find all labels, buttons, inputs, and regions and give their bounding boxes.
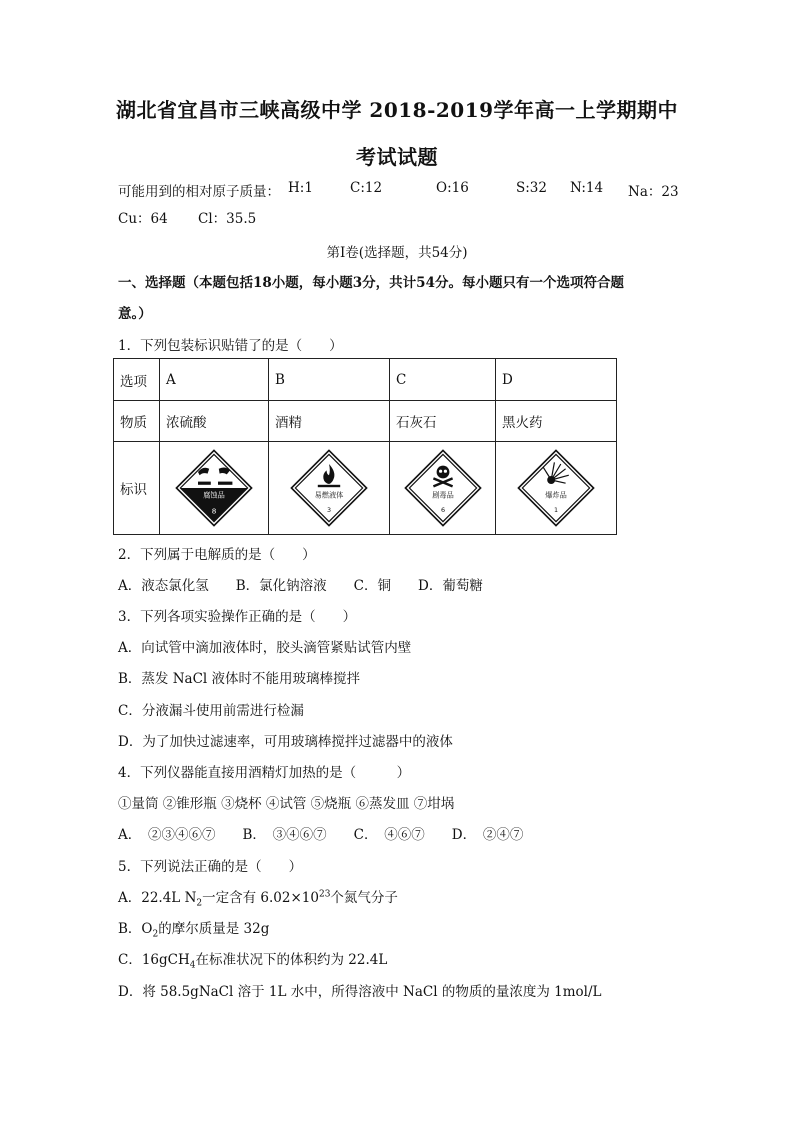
atomic-mass-label: 可能用到的相对原子质量：: [118, 184, 280, 200]
q5-a-text-end: 个氮气分子: [330, 890, 398, 906]
atomic-mass-list-row2: [118, 207, 678, 227]
exam-title-line1: 湖北省宜昌市三峡高级中学 2018-2019学年高一上学期期中: [115, 98, 679, 122]
q1-row-label-sign: 标识: [114, 442, 160, 535]
q1-sign-cell-b: [269, 442, 390, 535]
q5-b-subscript: 2: [152, 929, 159, 940]
q1-option-c: C: [390, 359, 496, 401]
corrosive-icon: [174, 448, 254, 528]
q1-option-a: A: [160, 359, 269, 401]
q1-stem: 1．下列包装标识贴错了的是（ ）: [118, 338, 343, 354]
atomic-mass-list: [118, 180, 678, 200]
q5-option-a: [118, 886, 398, 909]
toxic-sign-number: 6: [440, 506, 445, 514]
q3-option-c: C．分液漏斗使用前需进行检漏: [118, 703, 304, 719]
table-row: [114, 359, 617, 401]
atomic-mass-na: Na：23: [628, 184, 679, 200]
table-row: [114, 401, 617, 442]
atomic-mass-cu: Cu：64: [118, 211, 168, 227]
atomic-mass-n: N:14: [570, 180, 604, 196]
q1-row-label-option: 选项: [114, 359, 160, 401]
toxic-sign-label: 剧毒品: [431, 490, 454, 500]
corrosive-sign-label: 腐蚀品: [203, 490, 225, 500]
explosive-sign-number: 1: [553, 506, 559, 514]
section-instruction-line1: 一、选择题（本题包括18小题，每小题3分，共计54分。每小题只有一个选项符合题: [118, 275, 624, 291]
q1-substance-a: 浓硫酸: [160, 401, 269, 442]
q1-option-d: D: [496, 359, 617, 401]
q1-substance-c: 石灰石: [390, 401, 496, 442]
q3-option-a: A．向试管中滴加液体时，胶头滴管紧贴试管内壁: [118, 640, 412, 656]
q5-option-c: [118, 948, 387, 971]
q5-a-subscript: 2: [196, 898, 203, 909]
q3-option-d: D．为了加快过滤速率，可用玻璃棒搅拌过滤器中的液体: [118, 734, 453, 750]
q4-options: A． ②③④⑥⑦ B． ③④⑥⑦ C． ④⑥⑦ D． ②④⑦: [118, 827, 524, 843]
section-instruction-line2: 意。）: [118, 306, 152, 322]
q4-stem: 4．下列仪器能直接用酒精灯加热的是（ ）: [118, 765, 411, 781]
q1-row-label-substance: 物质: [114, 401, 160, 442]
explosive-sign-label: 爆炸品: [545, 490, 567, 500]
atomic-mass-s: S:32: [516, 180, 547, 196]
corrosive-sign-number: 8: [211, 506, 217, 516]
atomic-mass-c: C:12: [350, 180, 383, 196]
table-row: [114, 442, 617, 535]
flammable-sign-number: 3: [326, 506, 332, 514]
q5-stem: 5．下列说法正确的是（ ）: [118, 859, 303, 875]
q5-c-text: C．16gCH: [118, 952, 190, 968]
atomic-mass-cl: Cl：35.5: [198, 211, 257, 227]
q1-substance-b: 酒精: [269, 401, 390, 442]
section-heading: 第Ⅰ卷(选择题，共54分): [326, 245, 468, 261]
q5-a-superscript: 23: [318, 889, 331, 900]
q1-sign-cell-d: [496, 442, 617, 535]
q2-options: A．液态氯化氢 B．氯化钠溶液 C．铜 D．葡萄糖: [118, 578, 483, 594]
atomic-mass-o: O:16: [436, 180, 469, 196]
q4-instrument-list: ①量筒 ②锥形瓶 ③烧杯 ④试管 ⑤烧瓶 ⑥蒸发皿 ⑦坩埚: [118, 796, 455, 812]
q5-option-b: [118, 917, 269, 940]
flammable-liquid-icon: [289, 448, 369, 528]
q1-substance-d: 黑火药: [496, 401, 617, 442]
q5-option-d: D．将 58.5gNaCl 溶于 1L 水中，所得溶液中 NaCl 的物质的量浓度为 1mol/L: [118, 984, 602, 1000]
q5-a-text-mid: 一定含有 6.02×10: [202, 890, 319, 906]
exam-title-line2: 考试试题: [356, 145, 438, 169]
q1-sign-cell-c: [390, 442, 496, 535]
explosive-icon: [516, 448, 596, 528]
flammable-sign-label: 易燃液体: [314, 490, 344, 500]
q3-option-b: B．蒸发 NaCl 液体时不能用玻璃棒搅拌: [118, 671, 361, 687]
atomic-mass-h: H:1: [288, 180, 313, 196]
q1-sign-cell-a: [160, 442, 269, 535]
q1-table: [113, 358, 617, 535]
q5-b-text-end: 的摩尔质量是 32g: [158, 921, 270, 937]
q2-stem: 2．下列属于电解质的是（ ）: [118, 547, 316, 563]
q5-a-text: A．22.4L N: [118, 890, 197, 906]
toxic-icon: [403, 448, 483, 528]
q5-c-subscript: 4: [189, 960, 196, 971]
q1-option-b: B: [269, 359, 390, 401]
q5-b-text: B．O: [118, 921, 153, 937]
q3-stem: 3．下列各项实验操作正确的是（ ）: [118, 609, 357, 625]
q5-c-text-end: 在标准状况下的体积约为 22.4L: [195, 952, 388, 968]
